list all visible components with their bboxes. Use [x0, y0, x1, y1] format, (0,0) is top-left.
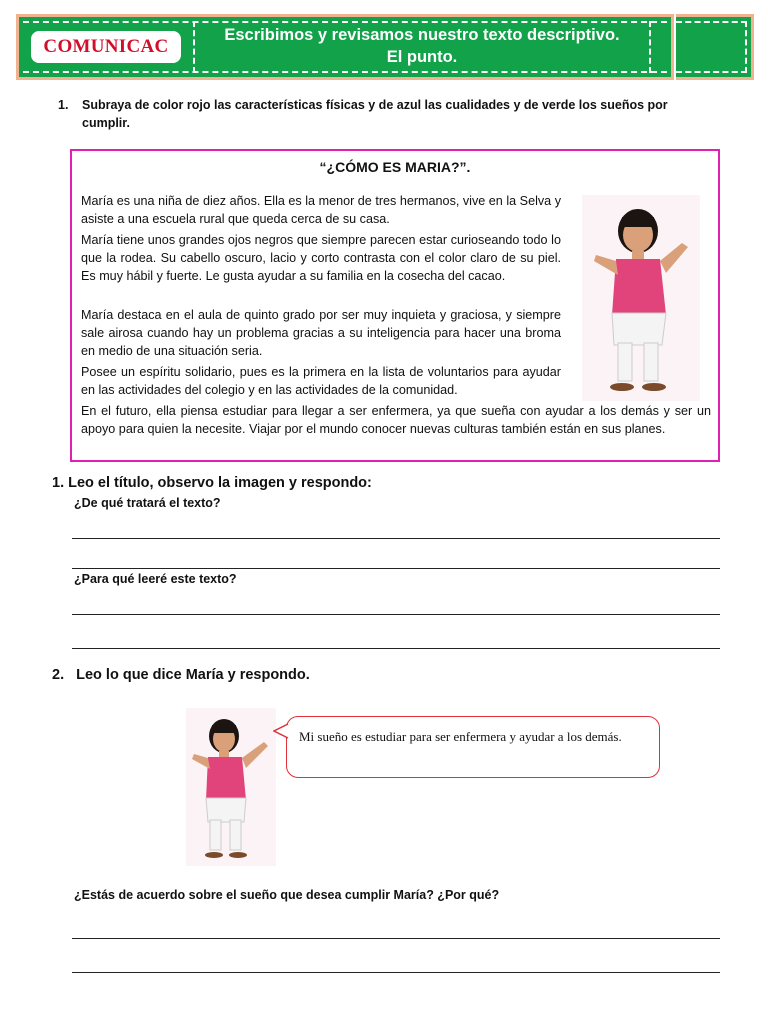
answer-line[interactable] — [72, 648, 720, 649]
speech-bubble — [286, 716, 660, 778]
banner-dashed-border — [23, 21, 667, 23]
instruction-text: Subraya de color rojo las características físicas y de azul las cualidades y de verde los sueños por cumplir. — [82, 98, 668, 130]
answer-line[interactable] — [72, 972, 720, 973]
question-2: ¿Para qué leeré este texto? — [74, 572, 237, 586]
question-3: ¿Estás de acuerdo sobre el sueño que desea cumplir María? ¿Por qué? — [74, 888, 500, 902]
reading-paragraph: María es una niña de diez años. Ella es la menor de tres hermanos, vive en la Selva y asiste a una escuela rural que queda cerca de su casa. — [81, 194, 561, 226]
reading-paragraph: En el futuro, ella piensa estudiar para llegar a ser enfermera, ya que sueña con ayudar a los demás y ser un apoyo para quien la necesite. Viajar por el mundo conocer nuevas culturas también están en sus planes. — [81, 404, 711, 436]
banner-divider — [193, 21, 195, 73]
section-1-heading-text: Leo el título, observo la imagen y respondo: — [68, 475, 372, 491]
banner-end-cap — [676, 14, 754, 80]
question-1: ¿De qué tratará el texto? — [74, 496, 221, 510]
instruction — [58, 96, 718, 132]
reading-paragraph: María destaca en el aula de quinto grado por ser muy inquieta y graciosa, y siempre sale airosa cuando hay un problema gracias a su inteligencia para hacer una broma en medio de una situación seria. — [81, 308, 561, 358]
header-banner — [16, 14, 674, 80]
speech-bubble-tail — [273, 722, 289, 740]
answer-line[interactable] — [72, 568, 720, 569]
subject-badge: COMUNICAC — [31, 31, 181, 63]
title-line-2: El punto. — [386, 48, 458, 66]
section-2-heading — [52, 667, 310, 683]
girl-illustration — [582, 195, 700, 401]
title-line-1: Escribimos y revisamos nuestro texto descriptivo. — [224, 26, 620, 44]
section-1-heading — [52, 475, 372, 491]
reading-title: “¿CÓMO ES MARIA?”. — [319, 159, 471, 175]
answer-line[interactable] — [72, 614, 720, 615]
banner-dashed-border — [23, 71, 667, 73]
banner-divider — [649, 21, 651, 73]
answer-line[interactable] — [72, 538, 720, 539]
instruction-number: 1. — [58, 98, 69, 112]
section-2-heading-text: Leo lo que dice María y respondo. — [76, 667, 310, 683]
speech-text: Mi sueño es estudiar para ser enfermera y ayudar a los demás. — [299, 729, 622, 744]
girl-illustration-small — [186, 708, 276, 866]
section-2-number: 2. — [52, 667, 65, 683]
worksheet-title — [199, 24, 645, 68]
reading-paragraph: Posee un espíritu solidario, pues es la primera en la lista de voluntarios para ayudar en las actividades del colegio y en las actividades de la comunidad. — [81, 365, 561, 397]
reading-paragraph: María tiene unos grandes ojos negros que siempre parecen estar curioseando todo lo que la rodea. Su cabello oscuro, lacio y corto contrasta con el color claro de su piel. Es muy hábil y fuerte. Le gusta ayudar a su familia en la cosecha del cacao. — [81, 233, 561, 283]
answer-line[interactable] — [72, 938, 720, 939]
section-1-number: 1. — [52, 475, 65, 491]
reading-box — [70, 149, 720, 462]
